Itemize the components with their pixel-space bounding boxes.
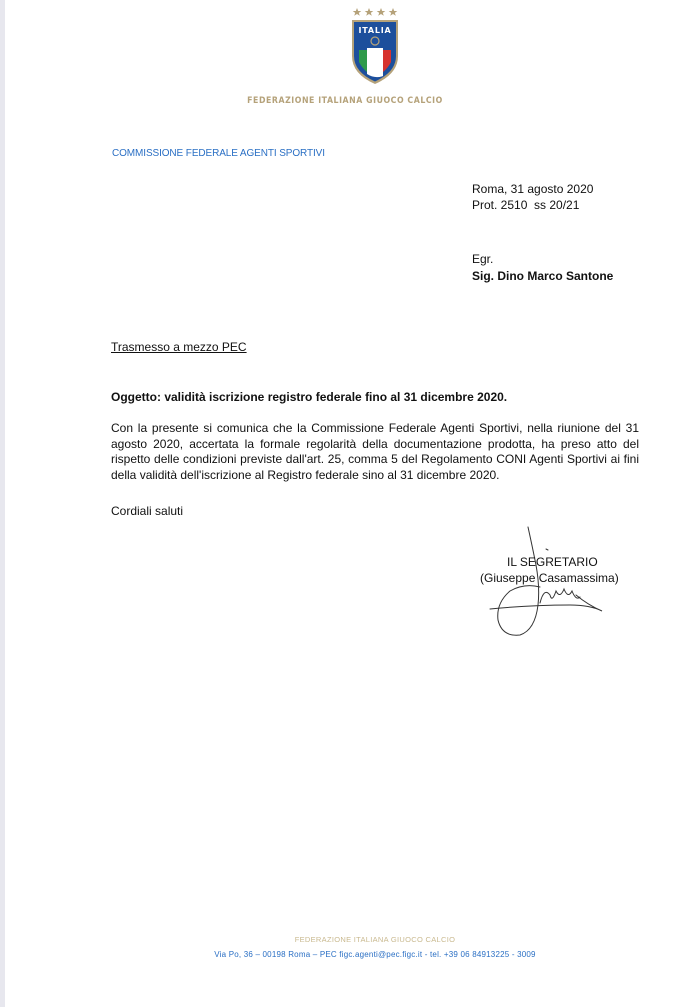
footer-contact: Via Po, 36 – 00198 Roma – PEC figc.agenti@pec.figc.it - tel. +39 06 84913225 - 3009 [214,950,536,959]
place-date: Roma, 31 agosto 2020 [472,182,594,196]
stars-icon [353,8,398,16]
federation-name: FEDERAZIONE ITALIANA GIUOCO CALCIO [247,96,443,106]
transmission-note: Trasmesso a mezzo PEC [111,340,247,354]
letter-subject: Oggetto: validità iscrizione registro federale fino al 31 dicembre 2020. [111,390,508,404]
signatory-name: (Giuseppe Casamassima) [480,571,619,585]
commission-name: COMMISSIONE FEDERALE AGENTI SPORTIVI [112,148,325,159]
closing-greeting: Cordiali saluti [111,504,184,518]
protocol-number: Prot. 2510 ss 20/21 [472,198,580,212]
recipient-name: Sig. Dino Marco Santone [472,269,614,283]
page-edge [0,0,5,1007]
federation-heading [0,96,690,106]
footer-federation-name: FEDERAZIONE ITALIANA GIUOCO CALCIO [294,935,456,944]
letter-body: Con la presente si comunica che la Commissione Federale Agenti Sportivi, nella riunione del 31 agosto 2020, accertata la formale regolarità della documentazione prodotta, ha preso atto del rispetto delle condizioni previste dall'art. 25, comma 5 del Regolamento CONI Agenti Sportivi ai fini della validità dell'iscrizione al Registro federale sino al 31 dicembre 2020. [111,421,639,483]
signatory-title: IL SEGRETARIO [507,555,598,569]
svg-text:ITALIA: ITALIA [358,26,392,35]
recipient-salutation: Egr. [472,252,494,266]
figc-logo [348,6,402,86]
